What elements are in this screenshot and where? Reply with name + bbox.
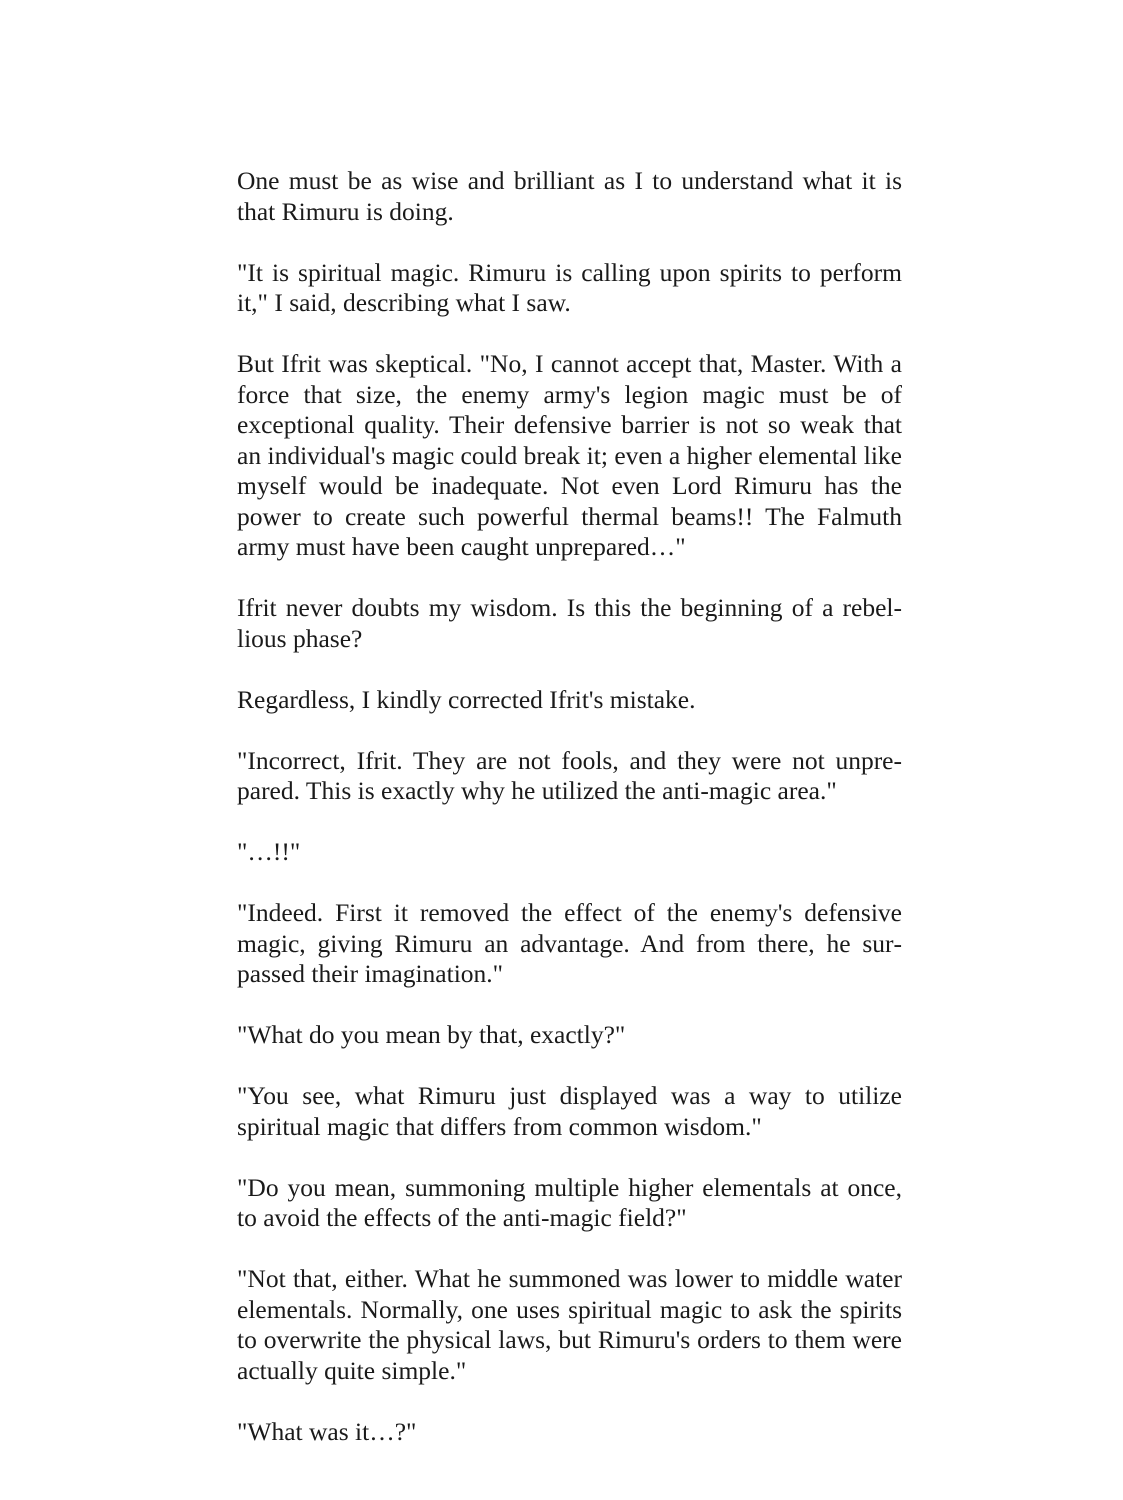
- paragraph: "You see, what Rimuru just displayed was a way to utilize spiritual magic that differs from common wisdom.": [237, 1081, 902, 1141]
- paragraph: "Incorrect, Ifrit. They are not fools, and they were not unprepared. This is exactly why he utilized the anti-magic area.": [237, 745, 902, 805]
- paragraph: "Not that, either. What he summoned was lower to middle water elementals. Normally, one uses spiritual magic to ask the spirits to overwrite the physical laws, but Rimuru's orders to them were actually quite simple.": [237, 1264, 902, 1385]
- paragraph: Ifrit never doubts my wisdom. Is this the beginning of a rebellious phase?: [237, 593, 902, 653]
- paragraph: One must be as wise and brilliant as I to understand what it is that Rimuru is doing.: [237, 166, 902, 226]
- paragraph: "…!!": [237, 837, 301, 866]
- paragraph: "What was it…?": [237, 1416, 417, 1446]
- paragraph: "Indeed. First it removed the effect of the enemy's defensive magic, giving Rimuru an advantage. And from there, he surpassed their imagination.": [237, 898, 902, 988]
- paragraph: But Ifrit was skeptical. "No, I cannot accept that, Master. With a force that size, the enemy army's legion magic must be of exceptional quality. Their defensive barrier is not so weak that an individual's magic could break it; even a higher elemental like myself would be inadequate. Not even Lord Rimuru has the power to create such powerful thermal beams!! The Falmuth army must have been caught unprepared…": [237, 349, 902, 561]
- paragraph: "It is spiritual magic. Rimuru is calling upon spirits to perform it," I said, describing what I saw.: [237, 257, 902, 317]
- paragraph: Regardless, I kindly corrected Ifrit's mistake.: [237, 684, 696, 714]
- book-page-text: [237, 166, 902, 1447]
- paragraph: "What do you mean by that, exactly?": [237, 1020, 626, 1049]
- paragraph: "Do you mean, summoning multiple higher elementals at once, to avoid the effects of the anti-magic field?": [237, 1172, 902, 1232]
